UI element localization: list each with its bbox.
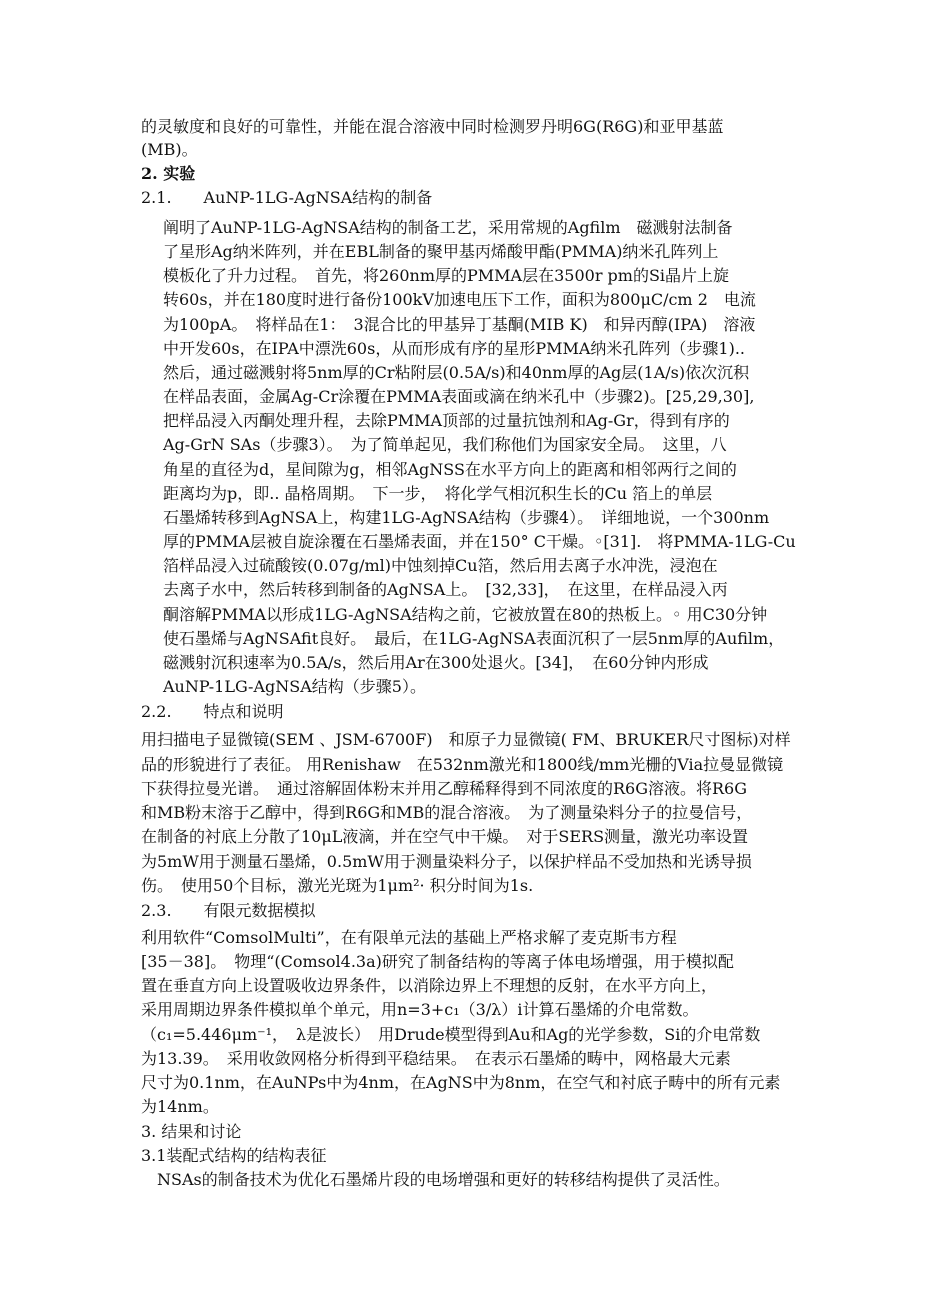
- paragraph-line: 距离均为p，即.. 晶格周期。 下一步， 将化学气相沉积生长的Cu 箔上的单层: [163, 484, 713, 503]
- paragraph-line: 采用周期边界条件模拟单个单元，用n=3+c₁（3/λ）i计算石墨烯的介电常数。: [141, 1000, 699, 1019]
- subsection-heading: 2.3. 有限元数据模拟: [141, 901, 316, 920]
- paragraph-line: 使石墨烯与AgNSAfit良好。 最后，在1LG-AgNSA表面沉积了一层5nm厚的Aufilm，: [163, 629, 785, 648]
- paragraph-line: NSAs的制备技术为优化石墨烯片段的电场增强和更好的转移结构提供了灵活性。: [141, 1170, 730, 1189]
- paragraph-line: 在制备的衬底上分散了10μL液滴，并在空气中干燥。 对于SERS测量，激光功率设置: [141, 827, 749, 846]
- paragraph-line: 品的形貌进行了表征。 用Renishaw 在532nm激光和1800线/mm光栅的Via拉曼显微镜: [141, 755, 784, 774]
- subsection-heading: 3.1装配式结构的结构表征: [141, 1146, 327, 1165]
- paragraph-line: (MB)。: [141, 140, 198, 159]
- paragraph-line: Ag-GrN SAs（步骤3）。 为了简单起见，我们称他们为国家安全局。 这里，八: [163, 435, 727, 454]
- paragraph-line: 阐明了AuNP-1LG-AgNSA结构的制备工艺，采用常规的Agfilm 磁溅射法制备: [163, 218, 733, 237]
- paragraph-line: 箔样品浸入过硫酸铵(0.07g/ml)中蚀刻掉Cu箔，然后用去离子水冲洗，浸泡在: [163, 556, 718, 575]
- paragraph-line: 模板化了升力过程。 首先，将260nm厚的PMMA层在3500r pm的Si晶片上旋: [163, 266, 730, 285]
- paragraph-line: 和MB粉末溶于乙醇中，得到R6G和MB的混合溶液。 为了测量染料分子的拉曼信号，: [141, 803, 753, 822]
- paragraph-line: 为100pA。 将样品在1： 3混合比的甲基异丁基酮(MIB K) 和异丙醇(IPA) 溶液: [163, 315, 756, 334]
- paragraph-line: 酮溶解PMMA以形成1LG-AgNSA结构之前，它被放置在80的热板上。◦ 用C30分钟: [163, 605, 768, 624]
- paragraph-line: 下获得拉曼光谱。 通过溶解固体粉末并用乙醇稀释得到不同浓度的R6G溶液。将R6G: [141, 779, 748, 798]
- paragraph-line: 中开发60s，在IPA中漂洗60s，从而形成有序的星形PMMA纳米孔阵列（步骤1)..: [163, 339, 745, 358]
- section-heading: 3. 结果和讨论: [141, 1122, 242, 1141]
- paragraph-line: 的灵敏度和良好的可靠性，并能在混合溶液中同时检测罗丹明6G(R6G)和亚甲基蓝: [141, 117, 724, 136]
- paragraph-line: 石墨烯转移到AgNSA上，构建1LG-AgNSA结构（步骤4）。 详细地说，一个300nm: [163, 508, 770, 527]
- paragraph-line: 把样品浸入丙酮处理升程，去除PMMA顶部的过量抗蚀剂和Ag-Gr，得到有序的: [163, 411, 730, 430]
- paragraph-line: （c₁=5.446μm⁻¹， λ是波长） 用Drude模型得到Au和Ag的光学参数，Si的介电常数: [141, 1025, 761, 1044]
- paragraph-line: 置在垂直方向上设置吸收边界条件，以消除边界上不理想的反射，在水平方向上，: [141, 976, 718, 995]
- paragraph-line: 角星的直径为d，星间隙为g，相邻AgNSS在水平方向上的距离和相邻两行之间的: [163, 460, 737, 479]
- paragraph-line: 为14nm。: [141, 1097, 219, 1116]
- subsection-heading: 2.2. 特点和说明: [141, 702, 284, 721]
- paragraph-line: 厚的PMMA层被自旋涂覆在石墨烯表面，并在150° C干燥。◦[31]. 将PMMA-1LG-Cu: [163, 532, 796, 551]
- section-heading: 2. 实验: [141, 164, 196, 183]
- paragraph-line: 了星形Ag纳米阵列，并在EBL制备的聚甲基丙烯酸甲酯(PMMA)纳米孔阵列上: [163, 242, 719, 261]
- paragraph-line: AuNP-1LG-AgNSA结构（步骤5）。: [163, 677, 426, 696]
- paragraph-line: 然后，通过磁溅射将5nm厚的Cr粘附层(0.5A/s)和40nm厚的Ag层(1A/s)依次沉积: [163, 363, 750, 382]
- paragraph-line: 利用软件“ComsolMulti”，在有限单元法的基础上严格求解了麦克斯韦方程: [141, 928, 677, 947]
- paragraph-line: 在样品表面，金属Ag-Cr涂覆在PMMA表面或滴在纳米孔中（步骤2)。[25,29,30],: [163, 387, 755, 406]
- paragraph-line: 转60s，并在180度时进行备份100kV加速电压下工作，面积为800μC/cm 2 电流: [163, 290, 756, 309]
- paragraph-line: 尺寸为0.1nm，在AuNPs中为4nm，在AgNS中为8nm，在空气和衬底子畴中的所有元素: [141, 1073, 781, 1092]
- paragraph-line: 去离子水中，然后转移到制备的AgNSA上。 [32,33]， 在这里，在样品浸入丙: [163, 580, 728, 599]
- paragraph-line: 磁溅射沉积速率为0.5A/s，然后用Ar在300处退火。[34]， 在60分钟内形成: [163, 653, 709, 672]
- paragraph-line: 为5mW用于测量石墨烯，0.5mW用于测量染料分子，以保护样品不受加热和光诱导损: [141, 852, 752, 871]
- paragraph-line: 用扫描电子显微镜(SEM 、JSM-6700F) 和原子力显微镜( FM、BRUKER尺寸图标)对样: [141, 730, 791, 749]
- subsection-heading: 2.1. AuNP-1LG-AgNSA结构的制备: [141, 188, 433, 207]
- paragraph-line: 伤。 使用50个目标，激光光斑为1μm²· 积分时间为1s.: [141, 876, 534, 895]
- paragraph-line: 为13.39。 采用收敛网格分析得到平稳结果。 在表示石墨烯的畴中，网格最大元素: [141, 1049, 731, 1068]
- paragraph-line: [35－38]。 物理“(Comsol4.3a)研究了制备结构的等离子体电场增强，用于模拟配: [141, 952, 734, 971]
